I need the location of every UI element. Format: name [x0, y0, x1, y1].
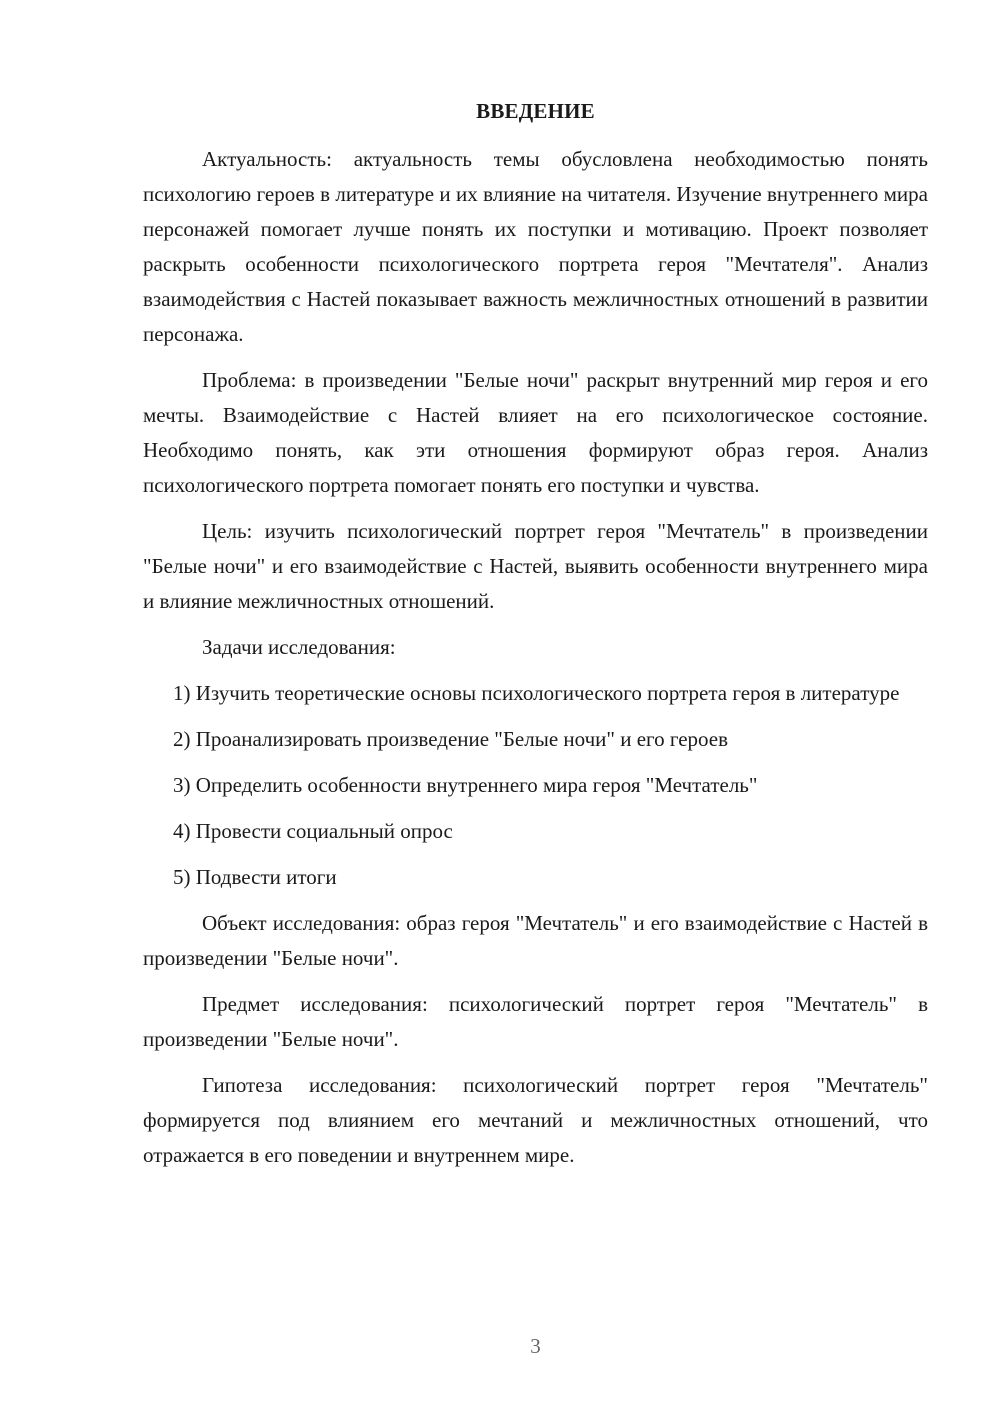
- paragraph-relevance: Актуальность: актуальность темы обусловлена необходимостью понять психологию героев в литературе и их влияние на читателя. Изучение внутреннего мира персонажей помогает лучше понять их поступки и мотивацию. Проект позволяет раскрыть особенности психологического портрета героя "Мечтателя". Анализ взаимодействия с Настей показывает важность межличностных отношений в развитии персонажа.: [143, 147, 928, 346]
- task-item-3: 3) Определить особенности внутреннего мира героя "Мечтатель": [173, 773, 758, 797]
- page-number: 3: [530, 1334, 541, 1358]
- task-item-2: 2) Проанализировать произведение "Белые ночи" и его героев: [173, 727, 729, 751]
- page-title: ВВЕДЕНИЕ: [476, 99, 595, 123]
- task-item-4: 4) Провести социальный опрос: [173, 819, 453, 843]
- task-item-5: 5) Подвести итоги: [173, 865, 337, 889]
- paragraph-subject: Предмет исследования: психологический портрет героя "Мечтатель" в произведении "Белые ночи".: [143, 992, 928, 1051]
- paragraph-object: Объект исследования: образ героя "Мечтатель" и его взаимодействие с Настей в произведении "Белые ночи".: [143, 911, 928, 970]
- document-body: [143, 142, 928, 1184]
- paragraph-goal: Цель: изучить психологический портрет героя "Мечтатель" в произведении "Белые ночи" и его взаимодействие с Настей, выявить особенности внутреннего мира и влияние межличностных отношений.: [143, 519, 928, 613]
- task-item-1: 1) Изучить теоретические основы психологического портрета героя в литературе: [173, 681, 900, 705]
- paragraph-hypothesis: Гипотеза исследования: психологический портрет героя "Мечтатель" формируется под влиянием его мечтаний и межличностных отношений, что отражается в его поведении и внутреннем мире.: [143, 1073, 928, 1167]
- tasks-heading: Задачи исследования:: [202, 635, 396, 659]
- paragraph-problem: Проблема: в произведении "Белые ночи" раскрыт внутренний мир героя и его мечты. Взаимодействие с Настей влияет на его психологическое состояние. Необходимо понять, как эти отношения формируют образ героя. Анализ психологического портрета помогает понять его поступки и чувства.: [143, 368, 928, 497]
